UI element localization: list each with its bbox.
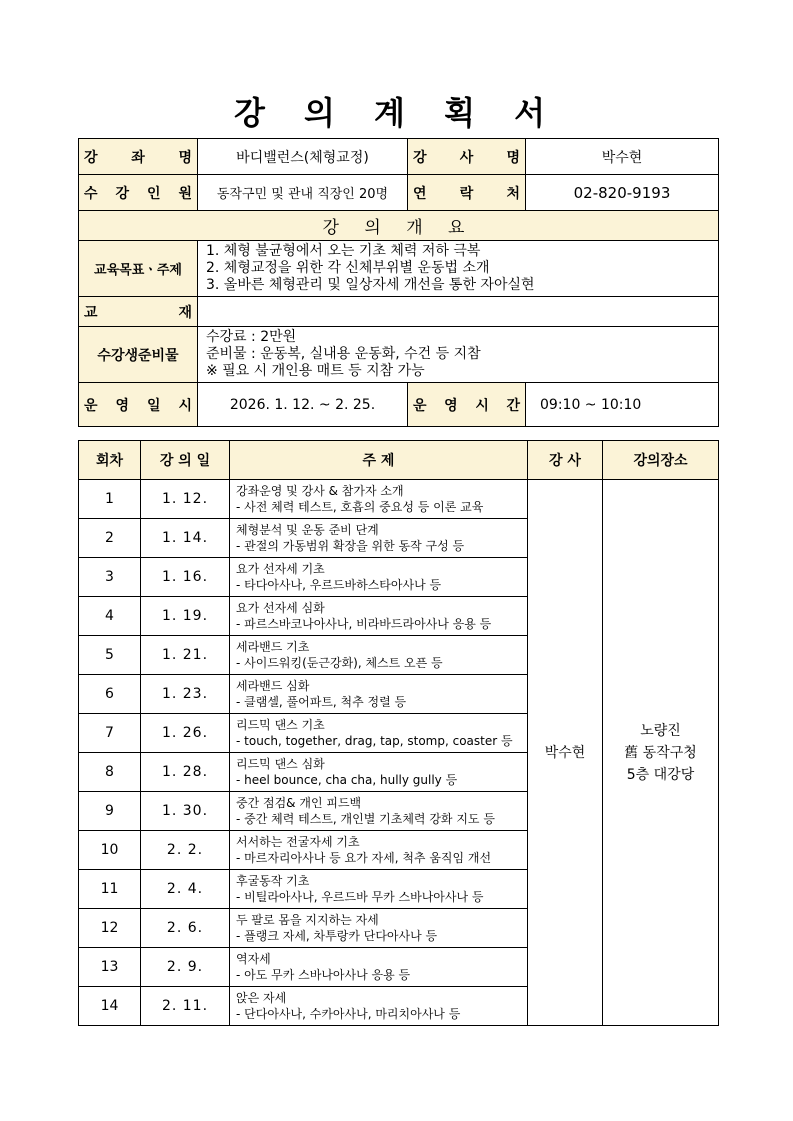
topic-title: 강좌운영 및 강사 & 참가자 소개 — [236, 484, 404, 498]
course-info-table — [78, 138, 719, 427]
topic-detail: - 사전 체력 테스트, 호흡의 중요성 등 이론 교육 — [236, 500, 484, 514]
instructor-label-text: 강 사 명 — [413, 149, 520, 166]
session-topic — [230, 480, 528, 519]
schedule-instructor: 박수현 — [528, 480, 603, 1026]
time-value: 09:10 ~ 10:10 — [526, 383, 719, 427]
location-line: 5층 대강당 — [626, 766, 695, 783]
session-number: 3 — [79, 558, 141, 597]
session-number: 5 — [79, 636, 141, 675]
topic-detail: - 관절의 가동범위 확장을 위한 동작 구성 등 — [236, 539, 465, 553]
table-row — [79, 480, 719, 519]
topic-detail: - touch, together, drag, tap, stomp, coaster 등 — [236, 734, 513, 748]
course-name-value: 바디밸런스(체형교정) — [198, 139, 408, 175]
prep-label: 수강생준비물 — [79, 327, 198, 383]
session-date: 1. 23. — [141, 675, 230, 714]
prep-line-3: ※ 필요 시 개인용 매트 등 지참 가능 — [206, 363, 425, 379]
students-label — [79, 175, 198, 211]
instructor-label — [408, 139, 526, 175]
header-location: 강의장소 — [603, 441, 719, 480]
schedule-table — [78, 440, 719, 1026]
header-date: 강 의 일 — [141, 441, 230, 480]
session-topic — [230, 675, 528, 714]
schedule-location — [603, 480, 719, 1026]
topic-title: 세라밴드 심화 — [236, 679, 310, 693]
session-topic — [230, 909, 528, 948]
location-line: 노량진 — [640, 722, 681, 739]
session-number: 2 — [79, 519, 141, 558]
textbook-label — [79, 297, 198, 327]
session-number: 1 — [79, 480, 141, 519]
session-topic — [230, 519, 528, 558]
dates-value: 2026. 1. 12. ~ 2. 25. — [198, 383, 408, 427]
session-topic — [230, 948, 528, 987]
document-title: 강 의 계 획 서 — [233, 94, 560, 132]
goals-content — [198, 241, 719, 297]
session-date: 2. 6. — [141, 909, 230, 948]
time-label-text: 운 영 시 간 — [413, 397, 520, 414]
session-number: 13 — [79, 948, 141, 987]
session-topic — [230, 558, 528, 597]
textbook-label-text: 교 재 — [84, 304, 192, 321]
session-date: 2. 11. — [141, 987, 230, 1026]
location-line: 舊 동작구청 — [624, 744, 697, 761]
topic-detail: - 사이드워킹(둔근강화), 체스트 오픈 등 — [236, 656, 443, 670]
session-number: 6 — [79, 675, 141, 714]
topic-title: 리드믹 댄스 기초 — [236, 718, 325, 732]
prep-line-2: 준비물 : 운동복, 실내용 운동화, 수건 등 지참 — [206, 346, 481, 362]
session-date: 1. 30. — [141, 792, 230, 831]
session-date: 1. 28. — [141, 753, 230, 792]
topic-title: 요가 선자세 심화 — [236, 601, 325, 615]
prep-content — [198, 327, 719, 383]
header-topic: 주 제 — [230, 441, 528, 480]
dates-label-text: 운 영 일 시 — [84, 397, 192, 414]
topic-title: 앉은 자세 — [236, 991, 287, 1005]
goal-line-3: 3. 올바른 체형관리 및 일상자세 개선을 통한 자아실현 — [206, 277, 535, 293]
students-label-text: 수 강 인 원 — [84, 185, 192, 202]
textbook-value — [198, 297, 719, 327]
session-number: 12 — [79, 909, 141, 948]
students-value: 동작구민 및 관내 직장인 20명 — [198, 175, 408, 211]
topic-detail: - 중간 체력 테스트, 개인별 기초체력 강화 지도 등 — [236, 812, 495, 826]
session-number: 4 — [79, 597, 141, 636]
topic-title: 체형분석 및 운동 준비 단계 — [236, 523, 379, 537]
topic-detail: - 타다아사나, 우르드바하스타아사나 등 — [236, 578, 442, 592]
topic-title: 두 팔로 몸을 지지하는 자세 — [236, 913, 379, 927]
time-label — [408, 383, 526, 427]
session-topic — [230, 753, 528, 792]
topic-detail: - 비틸라아사나, 우르드바 무카 스바나아사나 등 — [236, 890, 484, 904]
topic-title: 리드믹 댄스 심화 — [236, 757, 325, 771]
contact-label — [408, 175, 526, 211]
session-number: 8 — [79, 753, 141, 792]
topic-title: 세라밴드 기초 — [236, 640, 310, 654]
course-name-label-text: 강 좌 명 — [84, 149, 192, 166]
header-session: 회차 — [79, 441, 141, 480]
dates-label — [79, 383, 198, 427]
schedule-body — [79, 480, 719, 1026]
topic-detail: - 아도 무카 스바나아사나 응용 등 — [236, 968, 411, 982]
session-date: 2. 4. — [141, 870, 230, 909]
session-topic — [230, 714, 528, 753]
goals-label: 교육목표ㆍ주제 — [79, 241, 198, 297]
session-topic — [230, 831, 528, 870]
topic-title: 요가 선자세 기초 — [236, 562, 325, 576]
session-topic — [230, 636, 528, 675]
session-topic — [230, 792, 528, 831]
topic-title: 역자세 — [236, 952, 271, 966]
topic-title: 후굴동작 기초 — [236, 874, 310, 888]
header-instructor: 강 사 — [528, 441, 603, 480]
session-date: 1. 16. — [141, 558, 230, 597]
session-date: 1. 21. — [141, 636, 230, 675]
session-date: 1. 26. — [141, 714, 230, 753]
session-date: 1. 12. — [141, 480, 230, 519]
topic-title: 서서하는 전굴자세 기초 — [236, 835, 360, 849]
session-date: 1. 14. — [141, 519, 230, 558]
session-date: 2. 2. — [141, 831, 230, 870]
session-date: 1. 19. — [141, 597, 230, 636]
overview-title: 강 의 개 요 — [79, 211, 719, 241]
session-topic — [230, 987, 528, 1026]
topic-detail: - 클램셀, 풀어파트, 척추 정렬 등 — [236, 695, 407, 709]
goal-line-2: 2. 체형교정을 위한 각 신체부위별 운동법 소개 — [206, 260, 490, 276]
topic-detail: - 단다아사나, 수카아사나, 마리치아사나 등 — [236, 1007, 461, 1021]
contact-label-text: 연 락 처 — [413, 185, 520, 202]
session-number: 7 — [79, 714, 141, 753]
session-topic — [230, 597, 528, 636]
session-number: 14 — [79, 987, 141, 1026]
contact-value: 02-820-9193 — [526, 175, 719, 211]
session-number: 9 — [79, 792, 141, 831]
topic-detail: - heel bounce, cha cha, hully gully 등 — [236, 773, 458, 787]
prep-line-1: 수강료 : 2만원 — [206, 329, 297, 345]
instructor-value: 박수현 — [526, 139, 719, 175]
session-number: 10 — [79, 831, 141, 870]
topic-detail: - 파르스바코나아사나, 비라바드라아사나 응용 등 — [236, 617, 492, 631]
course-name-label — [79, 139, 198, 175]
goal-line-1: 1. 체형 불균형에서 오는 기초 체력 저하 극복 — [206, 243, 481, 259]
session-number: 11 — [79, 870, 141, 909]
session-topic — [230, 870, 528, 909]
topic-detail: - 마르자리아사나 등 요가 자세, 척추 움직임 개선 — [236, 851, 492, 865]
topic-title: 중간 점검& 개인 피드백 — [236, 796, 362, 810]
session-date: 2. 9. — [141, 948, 230, 987]
topic-detail: - 플랭크 자세, 차투랑카 단다아사나 등 — [236, 929, 438, 943]
